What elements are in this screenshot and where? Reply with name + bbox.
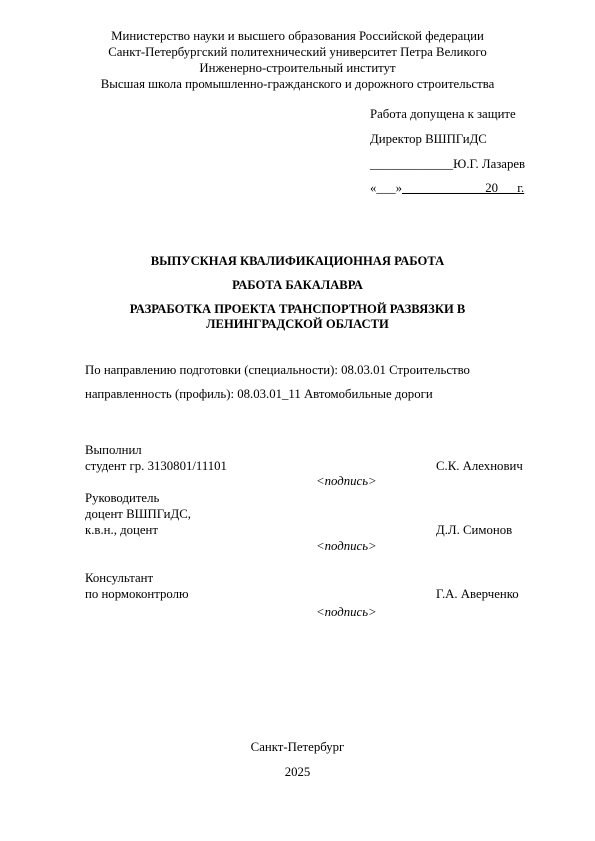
admitted-text: Работа допущена к защите [370,107,516,121]
direction-text: По направлению подготовки (специальности): 08.03.01 Строительство [85,363,470,377]
document-type-title: ВЫПУСКНАЯ КВАЛИФИКАЦИОННАЯ РАБОТА [150,254,445,268]
supervisor-degree: к.в.н., доцент [85,523,158,537]
supervisor-position: доцент ВШПГиДС, [85,507,191,521]
performer-group: студент гр. 3130801/11101 [85,459,227,473]
ministry-line: Министерство науки и высшего образования Российской федерации [111,29,484,43]
performer-signature-placeholder: <подпись> [316,474,377,488]
university-line: Санкт-Петербургский политехнический университет Петра Великого [108,45,487,59]
topic-title-line1: РАЗРАБОТКА ПРОЕКТА ТРАНСПОРТНОЙ РАЗВЯЗКИ В [129,302,466,316]
director-title: Директор ВШПГиДС [370,132,487,146]
city-text: Санкт-Петербург [250,740,345,754]
school-line: Высшая школа промышленно-гражданского и дорожного строительства [100,77,495,91]
consultant-label: Консультант [85,571,154,585]
supervisor-signature-placeholder: <подпись> [316,539,377,553]
supervisor-label: Руководитель [85,491,160,505]
performer-label: Выполнил [85,443,142,457]
topic-title-line2: ЛЕНИНГРАДСКОЙ ОБЛАСТИ [206,317,389,331]
supervisor-name: Д.Л. Симонов [436,523,513,537]
performer-name: С.К. Алехнович [436,459,523,473]
date-month-year-blank: _____________20___г. [402,181,525,195]
director-signature-line: _____________Ю.Г. Лазарев [370,157,526,171]
date-day-blank: ___ [376,181,396,195]
institute-line: Инженерно-строительный институт [199,61,396,75]
year-text: 2025 [284,765,311,779]
consultant-role: по нормоконтролю [85,587,189,601]
profile-text: направленность (профиль): 08.03.01_11 Автомобильные дороги [85,387,433,401]
work-type-title: РАБОТА БАКАЛАВРА [232,278,363,292]
date-close-quote: » [395,181,403,195]
date-open-quote: « [370,181,377,195]
consultant-signature-placeholder: <подпись> [316,605,377,619]
consultant-name: Г.А. Аверченко [436,587,519,601]
approval-date-line [370,181,524,196]
